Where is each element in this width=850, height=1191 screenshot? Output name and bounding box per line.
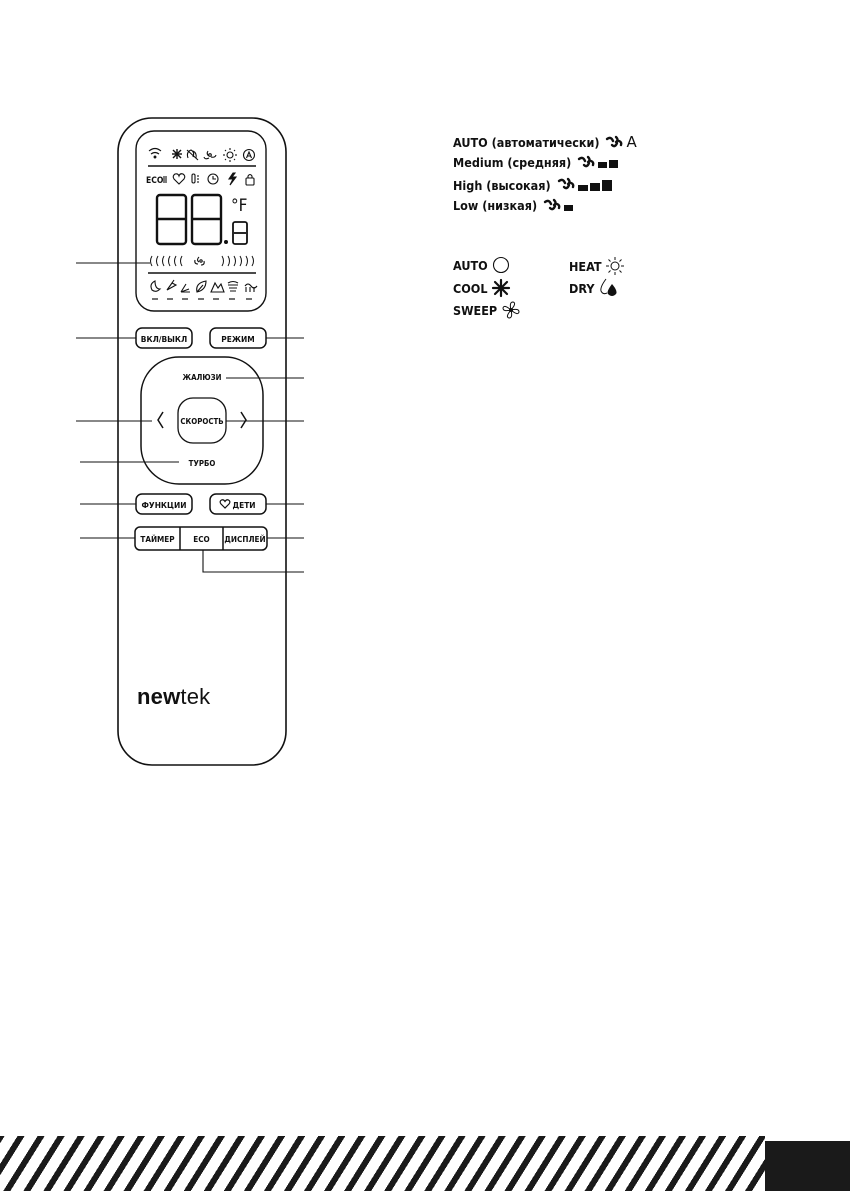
lightning-icon — [229, 173, 236, 185]
fan-speed-icon — [543, 198, 575, 212]
lcd-unit: °F — [231, 196, 248, 216]
page-number-box — [765, 1141, 850, 1191]
sun-icon — [223, 148, 237, 162]
legend-auto-mode: AUTO — [453, 256, 510, 274]
decimal-point — [224, 240, 228, 244]
legend-medium-speed: Medium (средняя) — [453, 155, 621, 171]
lcd-bottom-icons — [151, 280, 257, 292]
legend-dry-mode: DRY — [569, 278, 620, 298]
lcd-fan-icon — [195, 257, 204, 265]
snowflake-icon — [491, 278, 511, 298]
thermometer-icon — [192, 174, 199, 183]
lcd-eco-label: ECO — [146, 176, 164, 186]
legend-heat-mode: HEAT — [569, 256, 625, 276]
louver-button-label[interactable]: ЖАЛЮЗИ — [182, 373, 222, 382]
swing-icon — [181, 284, 190, 292]
left-arrow-icon[interactable] — [158, 412, 163, 428]
sun-icon — [605, 256, 625, 276]
mode-button-label: РЕЖИМ — [221, 334, 255, 344]
sweep-fan-icon — [501, 300, 521, 320]
fan-speed-icon — [577, 155, 621, 169]
legend-auto-speed: AUTO (автоматически) A — [453, 133, 637, 151]
right-arrow-icon[interactable] — [241, 412, 246, 428]
timer-button-label[interactable]: ТАЙМЕР — [140, 534, 175, 544]
wifi-icon — [149, 149, 161, 158]
eco-button-label[interactable]: ECO — [193, 534, 210, 544]
lcd-second-row-icons — [164, 173, 254, 185]
snowflake-icon — [172, 149, 182, 159]
legend-cool-mode: COOL — [453, 278, 511, 298]
power-button-label: ВКЛ/ВЫКЛ — [140, 334, 188, 344]
lock-icon — [246, 175, 254, 186]
fan-speed-icon — [605, 135, 625, 149]
fan-off-icon — [187, 150, 198, 160]
functions-button-label: ФУНКЦИИ — [141, 500, 187, 510]
fan-icon — [204, 151, 216, 159]
louver-icon — [167, 280, 176, 290]
lcd-main-digits — [157, 195, 221, 244]
legend-low-speed: Low (низкая) — [453, 198, 575, 214]
decorative-stripe-band — [0, 1136, 765, 1191]
eco-level-icon — [164, 176, 166, 183]
filter-icon — [228, 282, 238, 292]
defrost-icon — [245, 284, 257, 292]
mountain-icon — [211, 283, 224, 292]
speed-button-label: СКОРОСТЬ — [180, 417, 224, 426]
clock-icon — [208, 174, 218, 184]
brand-logo: newtek — [137, 684, 211, 709]
auto-mode-icon — [244, 150, 255, 161]
remote-control-diagram — [0, 0, 400, 800]
legend-sweep-mode: SWEEP — [453, 300, 521, 320]
legend-high-speed: High (высокая) — [453, 177, 615, 194]
remote-body — [118, 118, 286, 765]
lcd-decimal-digit — [233, 222, 247, 244]
turbo-button-label[interactable]: ТУРБО — [188, 459, 216, 468]
lcd-top-icons — [149, 148, 255, 162]
fan-speed-icon — [557, 177, 615, 192]
sleep-icon — [151, 281, 160, 291]
heart-icon — [220, 500, 230, 508]
child-button-label: ДЕТИ — [232, 500, 256, 510]
display-button-label[interactable]: ДИСПЛЕЙ — [224, 534, 266, 544]
drops-icon — [598, 278, 620, 298]
heart-icon — [173, 174, 185, 184]
leaf-icon — [197, 281, 206, 292]
auto-circle-icon — [492, 256, 510, 274]
